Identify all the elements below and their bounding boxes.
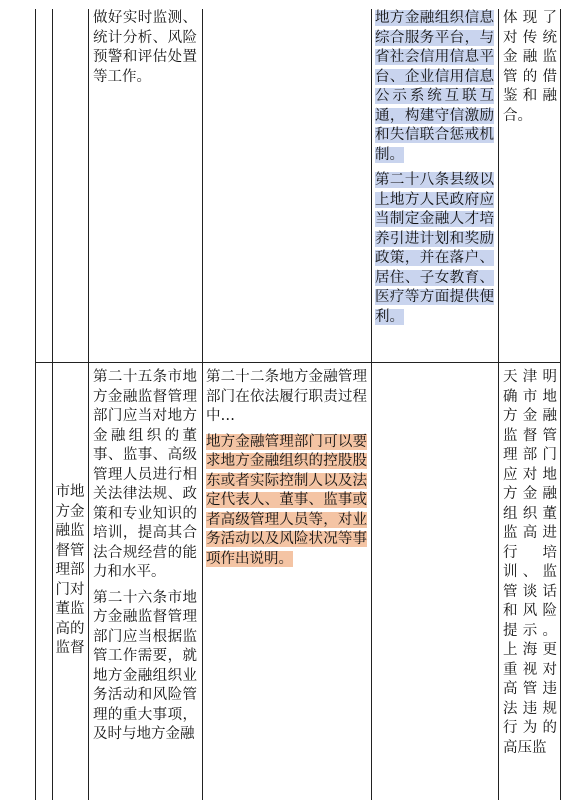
table-border-left (35, 9, 36, 800)
row1-source-cell (93, 9, 197, 93)
row2-label: 市地方金融监督管理部门对董监高的监督 (55, 484, 85, 656)
row2-label-cell (52, 483, 88, 659)
row2-compare-highlight: 地方金融管理部门可以要求地方金融组织的控股股东或者实际控制人以及法定代表人、董事、监事或者高级管理人员等，对业务活动以及风险状况等事项作出说明。 (206, 433, 367, 567)
row2-note-text: 天津明确市地方金融监督管理部门应对地方金融组织董监高进行培训、监管谈话和风险提示。上海更重视对高管违法违规行为的高压监 (503, 369, 557, 756)
row2-compare-cell (206, 368, 367, 575)
row-divider (35, 362, 561, 363)
column-divider (202, 9, 203, 800)
row1-local-cell (375, 9, 494, 333)
row2-source-para-1: 第二十五条市地方金融监督管理部门应当对地方金融组织的董事、监事、高级管理人员进行相关法律法规、政策和专业知识的培训，提高其合法合规经营的能力和水平。 (93, 369, 197, 580)
row1-note-cell (503, 9, 557, 132)
column-divider (52, 9, 53, 800)
column-divider (88, 9, 89, 800)
column-divider (498, 9, 499, 800)
row1-local-para-1: 地方金融组织信息综合服务平台，与省社会信用信息平台、企业信用信息公示系统互联互通，构建守信激励和失信联合惩戒机制。 (375, 10, 494, 163)
row2-note-cell (503, 368, 557, 764)
table-border-right (560, 9, 561, 800)
row2-compare-plain: 第二十二条地方金融管理部门在依法履行职责过程中… (206, 369, 367, 424)
row1-source-text: 做好实时监测、统计分析、风险预警和评估处置等工作。 (93, 10, 197, 85)
row1-local-para-2: 第二十八条县级以上地方人民政府应当制定金融人才培养引进计划和奖励政策，并在落户、居住、子女教育、医疗等方面提供便利。 (375, 172, 494, 325)
row2-source-cell (93, 368, 197, 751)
column-divider (371, 9, 372, 800)
row1-note-text: 体现了对传统金融监管的借鉴和融合。 (503, 10, 557, 124)
row2-source-para-2: 第二十六条市地方金融监督管理部门应当根据监管工作需要，就地方金融组织业务活动和风险管理的重大事项，及时与地方金融 (93, 589, 197, 742)
